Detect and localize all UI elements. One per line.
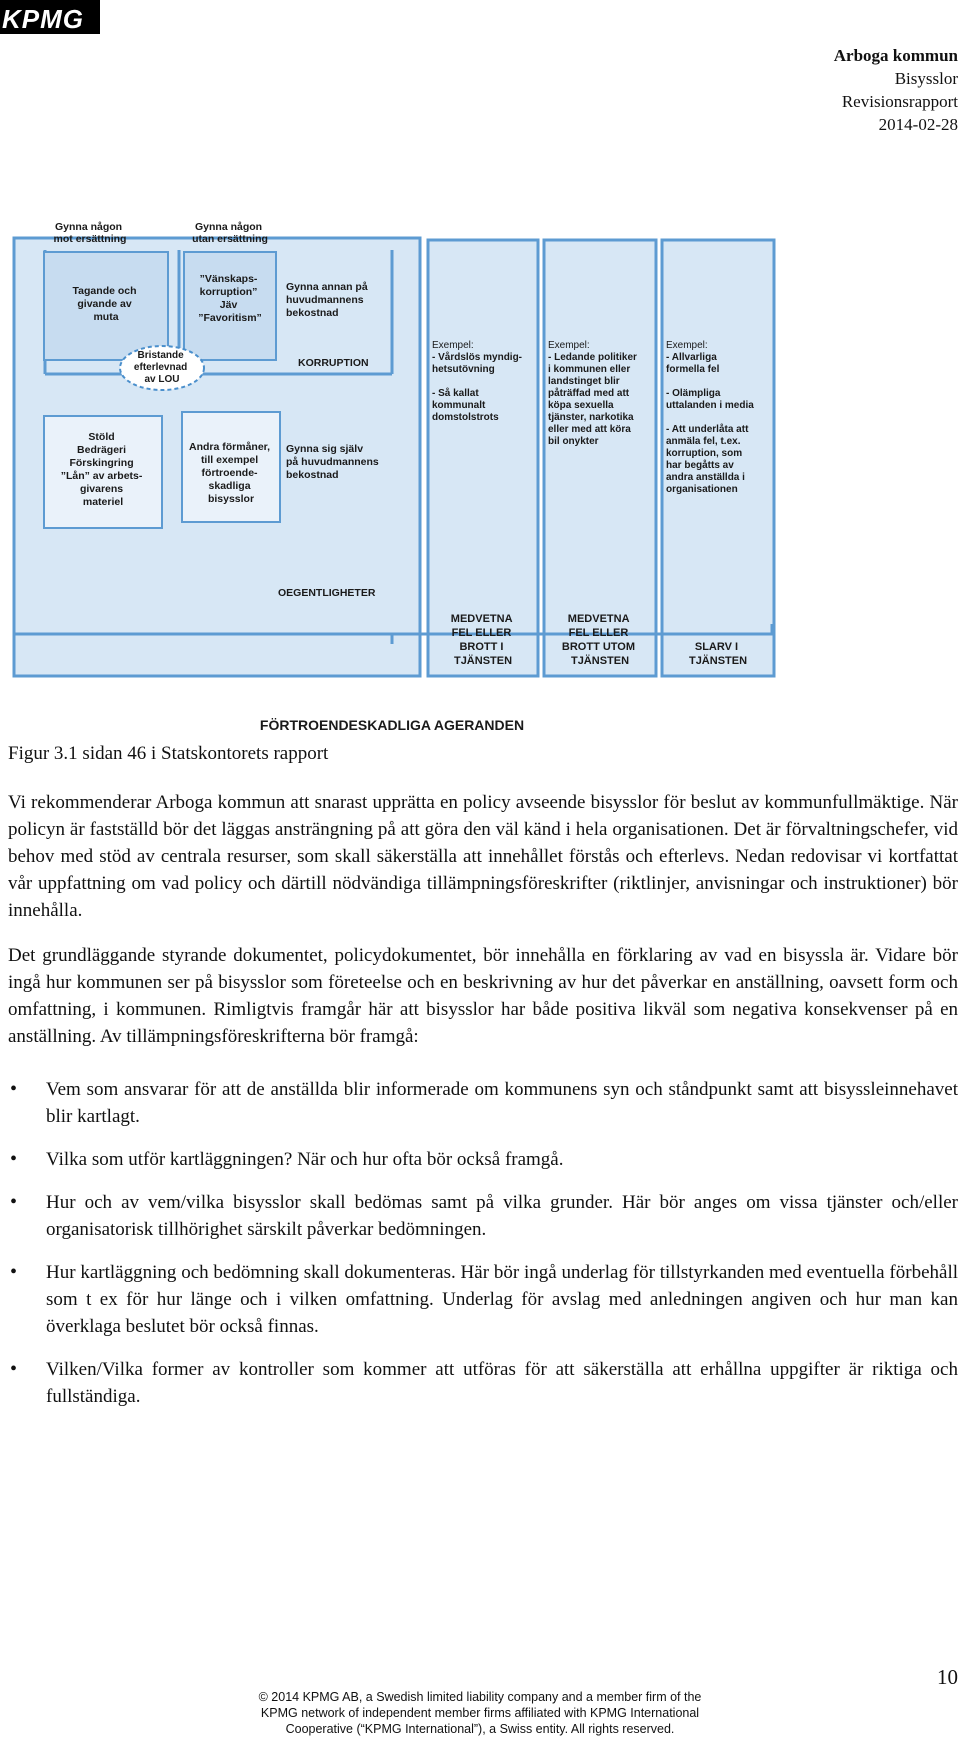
page-number: 10 <box>937 1665 958 1689</box>
page-header <box>834 44 958 136</box>
list-item: • Vem som ansvarar för att de anställda blir informerade om kommunens syn och ståndpunkt samt att bisyssleinnehavet blir kartlagt. <box>8 1076 958 1130</box>
header-report-type: Revisionsrapport <box>841 92 958 111</box>
footer-line: © 2014 KPMG AB, a Swedish limited liability company and a member firm of the <box>258 1690 702 1704</box>
list-item: • Vilken/Vilka former av kontroller som kommer att utföras för att säkerställa att erhållna uppgifter är riktiga och fullständiga. <box>8 1356 958 1410</box>
text-oegentligheter: OEGENTLIGHETER <box>278 587 376 599</box>
list-item: • Vilka som utför kartläggningen? När och hur ofta bör också framgå. <box>8 1146 958 1173</box>
list-item: • Hur kartläggning och bedömning skall dokumenteras. Här bör ingå underlag för tillstyrkanden med eventuella förbehåll som t ex för hur länge och i vilken omfattning. Underlag för avslag med anledningen angiven och hur man kan överklaga beslutet bör också finnas. <box>8 1259 958 1340</box>
text-vanskap: ”Vänskaps- korruption” Jäv ”Favoritism” <box>198 273 262 324</box>
text-gynna-annan: Gynna annan på huvudmannens bekostnad <box>286 281 368 319</box>
text-gynna-sig: Gynna sig själv på huvudmannens bekostnad <box>286 443 379 481</box>
figure-caption: Figur 3.1 sidan 46 i Statskontorets rapport <box>8 743 329 764</box>
paragraph: Det grundläggande styrande dokumentet, policydokumentet, bör innehålla en förklaring av vad en bisyssla är. Vidare bör ingå hur kommunen ser på bisysslor som företeelse och en beskrivning av hur det påverkar en anställning, oavsett form och omfattning, i kommunen. Rimligtvis framgår här att bisysslor har både positiva likväl som negativa konsekvenser på en anställning. Av tillämpningsföreskrifterna bör framgå: <box>8 945 958 1047</box>
col2-example: Exempel: - Ledande politiker i kommunen eller landstinget blir påträffad med att köpa sexuella tjänster, narkotika eller med att köra bil onykter <box>548 340 637 447</box>
text-stold: Stöld Bedrägeri Förskingring ”Lån” av arbets- givarens materiel <box>60 431 143 508</box>
misconduct-diagram <box>12 221 860 736</box>
col1-example: Exempel: - Vårdslös myndig- hetsutövning - Så kallat kommunalt domstolstrots <box>432 340 523 423</box>
paragraph: Vi rekommenderar Arboga kommun att snarast upprätta en policy avseende bisysslor för beslut av kommunfullmäktige. När policyn är fastställd bör det läggas ansträngning på att göra den väl känd i hela organisationen. Det är förvaltningschefer, vid behov med stöd av centrala resurser, som skall säkerställa att innehållet förstås och efterlevs. Nedan redovisar vi kortfattat vår uppfattning om vad policy och därtill nödvändiga tillämpningsföreskrifter (riktlinjer, anvisningar och instruktioner) bör innehålla. <box>8 792 958 921</box>
footer-line: Cooperative (“KPMG International”), a Swiss entity. All rights reserved. <box>285 1722 675 1736</box>
text-korruption: KORRUPTION <box>298 357 369 369</box>
col1-title: MEDVETNA FEL ELLER BROTT I TJÄNSTEN <box>450 613 513 667</box>
col3-example: Exempel: - Allvarliga formella fel - Olämpliga uttalanden i media - Att underlåta att anmäla fel, t.ex. korruption, som har begåtts av andra anställda i organisationen <box>666 340 754 495</box>
text-andra: Andra förmåner, till exempel förtroende- skadliga bisysslor <box>188 441 271 505</box>
text-lou: Bristande efterlevnad av LOU <box>133 350 188 385</box>
col3-title: SLARV I TJÄNSTEN <box>688 641 748 667</box>
panel-col2 <box>544 240 656 676</box>
page-footer <box>0 1689 960 1737</box>
header-subject: Bisysslor <box>894 69 958 88</box>
kpmg-logo: KPMG <box>0 0 100 34</box>
list-item: • Hur och av vem/vilka bisysslor skall bedömas samt på vilka grunder. Här bör anges om vissa tjänster och/eller organisatorisk tillhörighet särskilt påverkar bedömningen. <box>8 1189 958 1243</box>
body-text <box>8 789 958 1426</box>
header-date: 2014-02-28 <box>878 115 958 134</box>
panel-col1 <box>428 240 538 676</box>
bullet-list <box>8 1076 958 1410</box>
footer-line: KPMG network of independent member firms affiliated with KPMG International <box>260 1706 700 1720</box>
col2-title: MEDVETNA FEL ELLER BROTT UTOM TJÄNSTEN <box>561 613 636 667</box>
text-tagande: Tagande och givande av muta <box>72 285 137 323</box>
diagram-bottom-title: FÖRTROENDESKADLIGA AGERANDEN <box>259 717 525 733</box>
label-gynna-utan: Gynna någon utan ersättning <box>192 221 268 245</box>
label-gynna-mot: Gynna någon mot ersättning <box>53 221 127 245</box>
header-org: Arboga kommun <box>833 46 958 65</box>
